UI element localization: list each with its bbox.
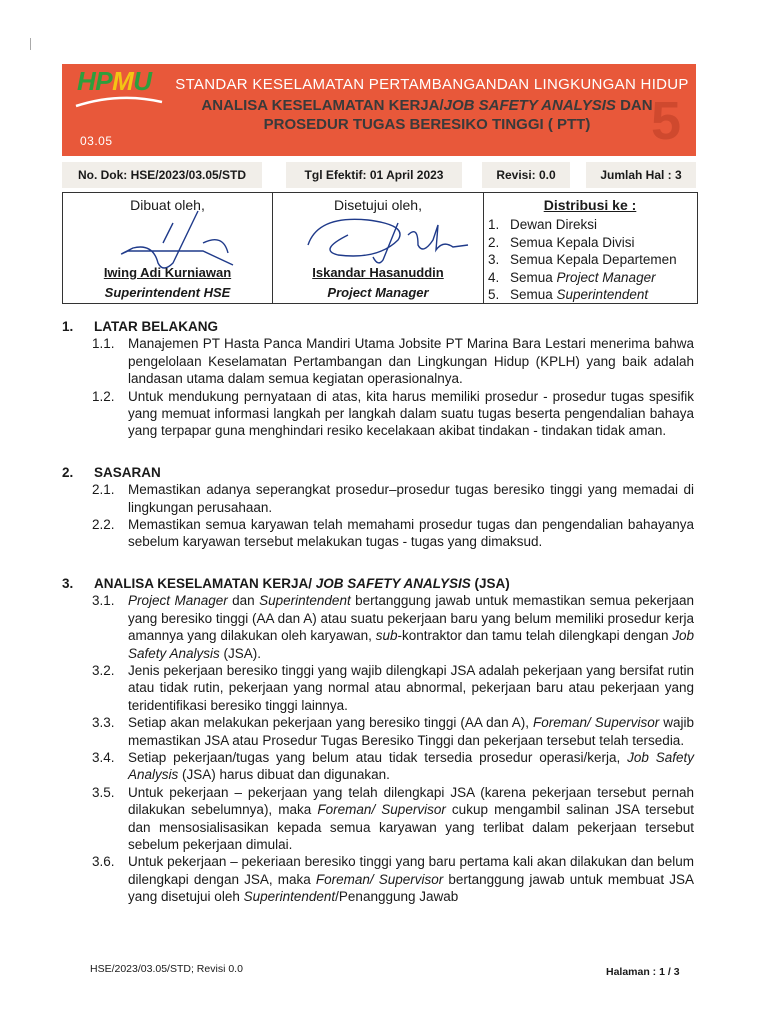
doc-code: 03.05 (80, 134, 113, 148)
distribution-cell (484, 193, 696, 303)
document-info-row (62, 162, 696, 188)
paragraph-1-1: 1.1. Manajemen PT Hasta Panca Mandiri Utama Jobsite PT Marina Bara Lestari menerima bahwa pengelolaan Keselamatan Pertambangan dan Lingkungan Hidup (KPLH) yang baik adalah landasan utama dalam semua kegiatan operasionalnya. (92, 336, 694, 387)
paragraph-1-2: 1.2. Untuk mendukung pernyataan di atas, kita harus memiliki prosedur - prosedur tugas spesifik yang memuat informasi langkah per langkah dalam suatu tugas beserta pengendalian bahaya yang terpapar guna menghindari resiko kecelakaan akibat tindakan - tindakan tidak aman. (92, 388, 694, 439)
made-by-label: Dibuat oleh, (130, 197, 205, 213)
paragraph-3-1: 3.1. Project Manager dan Superintendent bertanggung jawab untuk memastikan semua pekerjaan yang beresiko tinggi (AA dan A) atau suatu pekerjaan baru yang belum memiliki prosedur kerja amannya yang dilakukan oleh karyawan, sub-kontraktor dan tamu telah dilengkapi dengan Job Safety Analysis (JSA). (92, 593, 694, 661)
list-item: 5. Semua Superintendent (488, 287, 649, 302)
list-item: 1. Dewan Direksi (488, 217, 598, 232)
paragraph-2-1: 2.1. Memastikan adanya seperangkat prosedur–prosedur tugas beresiko tinggi yang memadai di lingkungan perusahaan. (92, 482, 694, 515)
document-body (62, 318, 694, 906)
section-number-badge: 5 (650, 91, 682, 151)
paragraph-3-6: 3.6. Untuk pekerjaan – pekeriaan beresiko tinggi yang baru pertama kali akan dilakukan dan belum dilengkapi dengan JSA, maka Foreman/ Supervisor bertanggung jawab untuk membuat JSA yang disetujui oleh Superintendent/Penanggung Jawab (92, 854, 694, 905)
standard-title: STANDAR KESELAMATAN PERTAMBANGANDAN LINGKUNGAN HIDUP (175, 76, 689, 93)
made-by-role: Superintendent HSE (104, 285, 231, 300)
signature-iwing (103, 203, 253, 273)
header-banner (62, 64, 696, 156)
section-heading: 1. LATAR BELAKANG (62, 319, 218, 334)
effective-date: Tgl Efektif: 01 April 2023 (286, 162, 462, 188)
company-logo: HPMU (77, 66, 152, 96)
distribution-list (488, 216, 677, 304)
logo-swoosh-icon (74, 96, 164, 108)
signature-iskandar (278, 205, 478, 270)
scan-mark (30, 38, 31, 50)
made-by-name: Iwing Adi Kurniawan (103, 265, 232, 280)
page-count: Jumlah Hal : 3 (586, 162, 696, 188)
approval-table (62, 192, 698, 304)
paragraph-2-2: 2.2. Memastikan semua karyawan telah memahami prosedur tugas dan pengendalian bahayanya sebelum karyawan tersebut melakukan tugas - tugas yang dimaksud. (92, 517, 694, 550)
paragraph-3-4: 3.4. Setiap pekerjaan/tugas yang belum atau tidak tersedia prosedur operasi/kerja, Job Safety Analysis (JSA) harus dibuat dan digunakan. (92, 749, 694, 783)
made-by-cell (63, 193, 273, 303)
doc-number: No. Dok: HSE/2023/03.05/STD (62, 162, 262, 188)
document-title: ANALISA KESELAMATAN KERJA/JOB SAFETY ANALYSIS DAN PROSEDUR TUGAS BERESIKO TINGGI ( PTT) (201, 97, 653, 133)
approved-by-label: Disetujui oleh, (334, 197, 422, 213)
approved-by-name: Iskandar Hasanuddin (312, 265, 444, 280)
approved-by-cell (273, 193, 484, 303)
list-item: 2. Semua Kepala Divisi (488, 234, 635, 250)
paragraph-3-2: 3.2. Jenis pekerjaan beresiko tinggi yang wajib dilengkapi JSA adalah pekerjaan yang bersifat rutin atau tidak rutin, pekerjaan yang normal atau abnormal, pekerjaan baru atau pekerjaan yang teridentifikasi beresiko tinggi lainnya. (92, 662, 694, 713)
distribution-title: Distribusi ke : (543, 197, 637, 213)
section-heading: 3. ANALISA KESELAMATAN KERJA/ JOB SAFETY ANALYSIS (JSA) (62, 575, 510, 591)
approved-by-role: Project Manager (327, 285, 429, 300)
section-heading: 2. SASARAN (62, 464, 161, 480)
paragraph-3-3: 3.3. Setiap akan melakukan pekerjaan yang beresiko tinggi (AA dan A), Foreman/ Supervisor wajib memastikan JSA atau Prosedur Tugas Beresiko Tinggi dan pekerjaan tersebut telah tersedia. (92, 715, 694, 748)
footer-doc-ref: HSE/2023/03.05/STD; Revisi 0.0 (90, 963, 243, 975)
list-item: 3. Semua Kepala Departemen (488, 252, 677, 267)
footer-page-number: Halaman : 1 / 3 (606, 966, 680, 978)
list-item: 4. Semua Project Manager (488, 269, 656, 285)
revision: Revisi: 0.0 (482, 162, 570, 188)
paragraph-3-5: 3.5. Untuk pekerjaan – pekerjaan yang telah dilengkapi JSA (karena pekerjaan tersebut pernah dilakukan sebelumnya), maka Foreman/ Supervisor cukup mengambil salinan JSA tersebut dan mensosialisasikan kepada semua karyawan yang terlibat dalam pekerjaan tersebut sebelum pekerjaan dimulai. (92, 784, 694, 852)
